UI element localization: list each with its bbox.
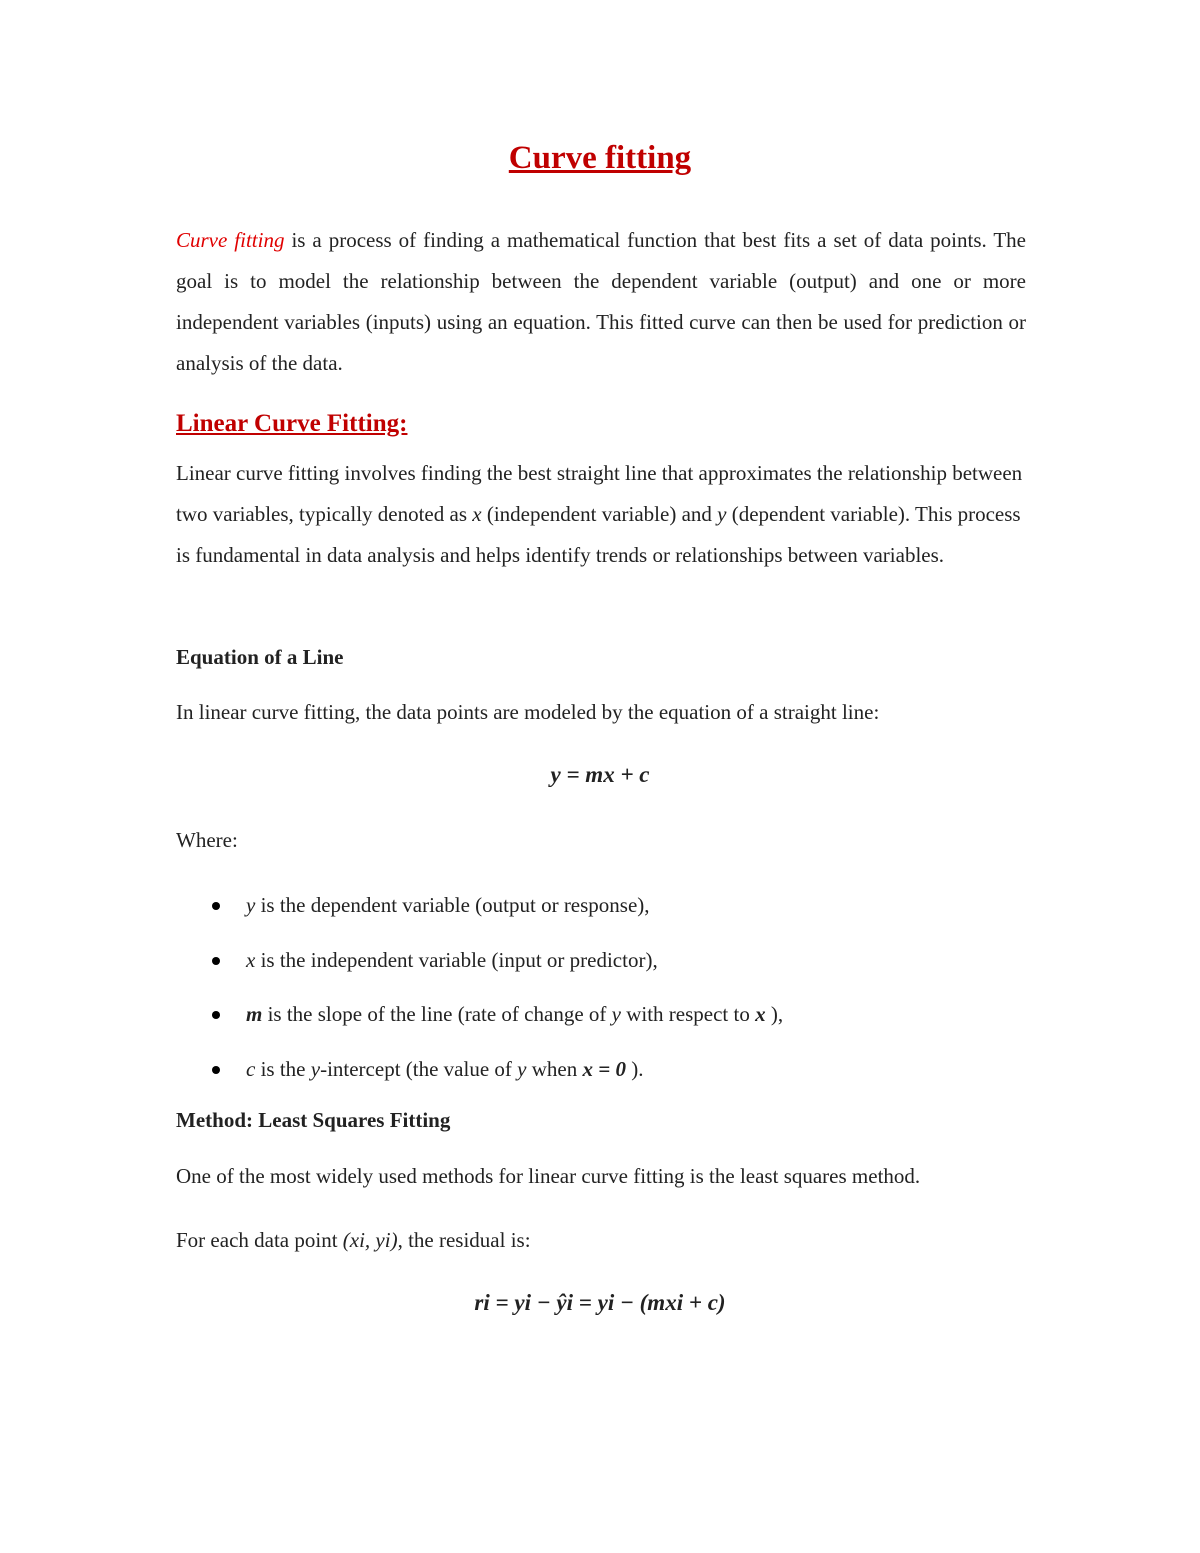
intro-text: is a process of finding a mathematical function that best fits a set of data points. The goal is to model the relationship between the dependent variable (output) and one or more independent variables (inputs) using an equation. This fitted curve can then be used for prediction or analysis of the data.	[176, 228, 1026, 375]
linear-text-c: (dependent variable). This process is fundamental in data analysis and helps identify trends or relationships between variables.	[176, 502, 1021, 567]
bullet-condition: x = 0	[582, 1056, 626, 1081]
bullet-var: x	[755, 1002, 766, 1026]
linear-heading: Linear Curve Fitting:	[176, 410, 408, 437]
bullet-text: when	[526, 1056, 583, 1081]
linear-text-b: (independent variable) and	[481, 502, 718, 526]
bullet-text: ),	[765, 1002, 784, 1026]
bullet-text: with respect to	[620, 1002, 756, 1026]
least-squares-intro: One of the most widely used methods for linear curve fitting is the least squares method.	[176, 1164, 921, 1188]
bullet-text: is the dependent variable (output or response),	[255, 893, 650, 917]
bullet-icon	[212, 902, 220, 910]
intro-paragraph	[176, 220, 1026, 384]
bullet-var: m	[246, 1002, 263, 1026]
document-title: Curve fitting	[508, 140, 692, 176]
data-point-intro	[176, 1220, 1026, 1261]
bullet-var: y	[611, 1002, 621, 1026]
bullet-icon	[212, 957, 220, 965]
bullet-var: y	[246, 893, 256, 917]
bullet-icon	[212, 1011, 220, 1019]
list-item	[176, 1049, 1026, 1104]
equation-intro: In linear curve fitting, the data points are modeled by the equation of a straight line:	[176, 700, 880, 724]
bullet-var: x	[246, 947, 256, 972]
line-equation: y = mx + c	[550, 762, 650, 787]
bullet-text: -intercept (the value of	[320, 1056, 518, 1081]
linear-var-x: x	[472, 502, 482, 526]
residual-equation: ri = yi − ŷi = yi − (mxi + c)	[474, 1290, 726, 1315]
dp-text-a: For each data point	[176, 1228, 343, 1252]
bullet-icon	[212, 1066, 220, 1074]
bullet-var: c	[246, 1056, 256, 1081]
bullet-text: is the independent variable (input or predictor),	[255, 947, 658, 972]
equation-heading: Equation of a Line	[176, 645, 344, 669]
intro-term: Curve fitting	[176, 228, 285, 252]
linear-paragraph	[176, 453, 1026, 576]
dp-point: (xi, yi)	[342, 1228, 398, 1252]
list-item	[176, 940, 1026, 995]
dp-text-b: , the residual is:	[397, 1228, 531, 1252]
where-label: Where:	[176, 828, 238, 852]
linear-text-a: Linear curve fitting involves finding the best straight line that approximates the relationship between two variables, typically denoted as	[176, 461, 1023, 526]
bullet-text: is the slope of the line (rate of change of	[262, 1002, 612, 1026]
list-item	[176, 885, 1026, 940]
linear-var-y: y	[717, 502, 727, 526]
bullet-var: y	[310, 1056, 321, 1081]
variable-list	[176, 885, 1026, 1103]
least-squares-heading: Method: Least Squares Fitting	[176, 1108, 451, 1132]
list-item	[176, 994, 1026, 1049]
bullet-text: is the	[255, 1056, 311, 1081]
bullet-text: ).	[625, 1056, 644, 1081]
bullet-var: y	[517, 1056, 527, 1081]
